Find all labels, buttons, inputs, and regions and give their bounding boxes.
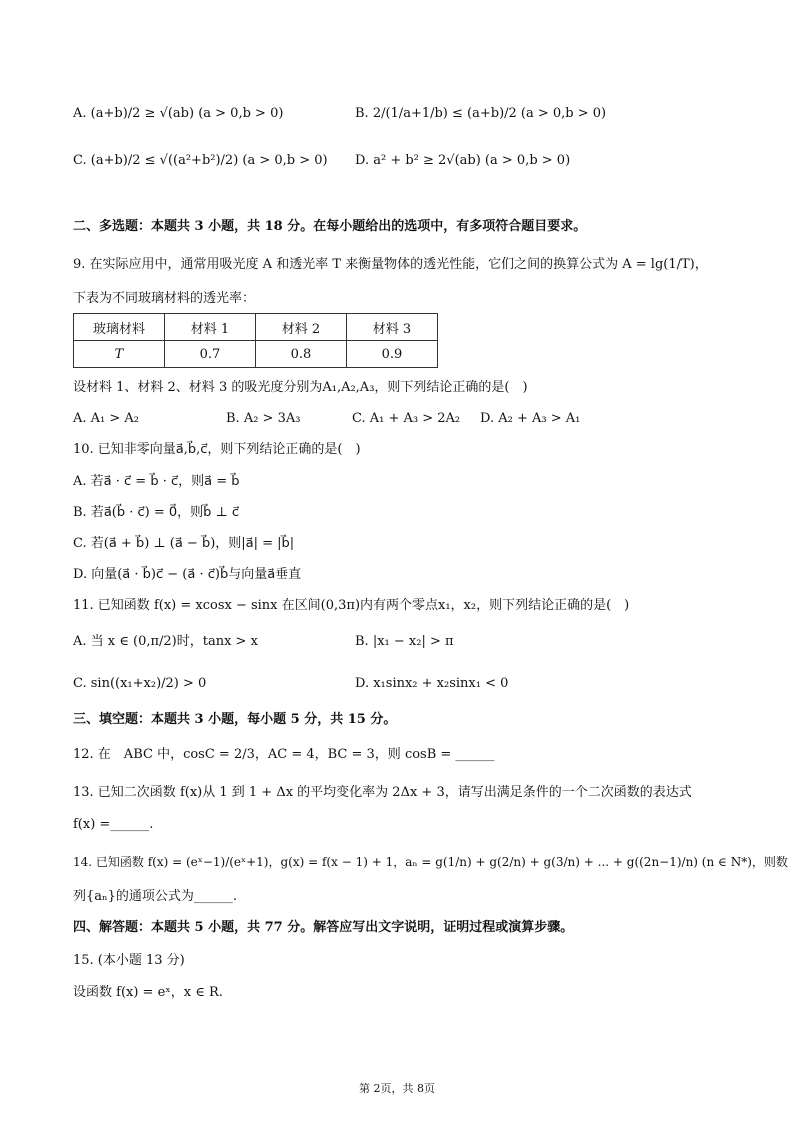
q9-stem-line1: 9. 在实际应用中，通常用吸光度 A 和透光率 T 来衡量物体的透光性能，它们之间的换算公式为 A = lg(1/T)， xyxy=(73,257,708,272)
q11-stem: 11. 已知函数 f(x) = xcosx − sinx 在区间(0,3π)内有两个零点x₁，x₂，则下列结论正确的是( ) xyxy=(73,598,630,613)
q8-option-c: C. (a+b)/2 ≤ √((a²+b²)/2) (a > 0,b > 0) xyxy=(73,153,328,168)
section3-heading: 三、填空题：本题共 3 小题，每小题 5 分，共 15 分。 xyxy=(73,712,397,727)
q10-stem: 10. 已知非零向量a⃗,b⃗,c⃗，则下列结论正确的是( ) xyxy=(73,442,361,457)
q9-option-b: B. A₂ > 3A₃ xyxy=(226,411,301,426)
section2-heading: 二、多选题：本题共 3 小题，共 18 分。在每小题给出的选项中，有多项符合题目要求。 xyxy=(73,219,587,234)
q9-option-d: D. A₂ + A₃ > A₁ xyxy=(480,411,581,426)
q10-option-b: B. 若a⃗(b⃗ · c⃗) = 0⃗，则b⃗ ⊥ c⃗ xyxy=(73,505,240,520)
q9-option-c: C. A₁ + A₃ > 2A₂ xyxy=(352,411,461,426)
table-row xyxy=(74,341,438,368)
q15-line2: 设函数 f(x) = eˣ，x ∈ R. xyxy=(73,985,223,1000)
table-header-cell: 材料 2 xyxy=(256,314,347,341)
q8-option-a: A. (a+b)/2 ≥ √(ab) (a > 0,b > 0) xyxy=(73,106,284,121)
q14-line2: 列{aₙ}的通项公式为______. xyxy=(73,889,238,904)
q11-option-d: D. x₁sinx₂ + x₂sinx₁ < 0 xyxy=(355,676,509,691)
page-footer: 第 2页，共 8页 xyxy=(359,1082,435,1095)
table-cell: T xyxy=(74,341,165,368)
table-cell: 0.9 xyxy=(347,341,438,368)
table-cell: 0.7 xyxy=(165,341,256,368)
q12: 12. 在 ABC 中，cosC = 2/3，AC = 4，BC = 3，则 cosB = ______ xyxy=(73,747,495,762)
q13-line1: 13. 已知二次函数 f(x)从 1 到 1 + Δx 的平均变化率为 2Δx + 3，请写出满足条件的一个二次函数的表达式 xyxy=(73,785,692,800)
q9-stem-line2: 下表为不同玻璃材料的透光率： xyxy=(73,291,256,306)
q13-line2: f(x) =______. xyxy=(73,817,154,832)
q10-option-a: A. 若a⃗ · c⃗ = b⃗ · c⃗，则a⃗ = b⃗ xyxy=(73,474,240,489)
q9-option-a: A. A₁ > A₂ xyxy=(73,411,140,426)
table-header-cell: 材料 3 xyxy=(347,314,438,341)
section4-heading: 四、解答题：本题共 5 小题，共 77 分。解答应写出文字说明，证明过程或演算步骤。 xyxy=(73,920,574,935)
q14-line1: 14. 已知函数 f(x) = (eˣ−1)/(eˣ+1)，g(x) = f(x − 1) + 1，aₙ = g(1/n) + g(2/n) + g(3/n) + ... + g((2n−1)/n) (n ∈ N*)，则数 xyxy=(73,855,788,869)
q11-option-a: A. 当 x ∈ (0,π/2)时，tanx > x xyxy=(73,634,258,649)
q10-option-c: C. 若(a⃗ + b⃗) ⊥ (a⃗ − b⃗)，则|a⃗| = |b⃗| xyxy=(73,536,295,551)
q11-option-c: C. sin((x₁+x₂)/2) > 0 xyxy=(73,676,207,691)
transmittance-table xyxy=(73,313,438,368)
q15-line1: 15. (本小题 13 分) xyxy=(73,953,185,968)
table-header-cell: 玻璃材料 xyxy=(74,314,165,341)
table-header-row xyxy=(74,314,438,341)
table-cell: 0.8 xyxy=(256,341,347,368)
q8-option-d: D. a² + b² ≥ 2√(ab) (a > 0,b > 0) xyxy=(355,153,571,168)
q10-option-d: D. 向量(a⃗ · b⃗)c⃗ − (a⃗ · c⃗)b⃗与向量a⃗垂直 xyxy=(73,567,302,582)
q8-option-b: B. 2/(1/a+1/b) ≤ (a+b)/2 (a > 0,b > 0) xyxy=(355,106,607,121)
q11-option-b: B. |x₁ − x₂| > π xyxy=(355,634,454,649)
table-header-cell: 材料 1 xyxy=(165,314,256,341)
q9-question: 设材料 1、材料 2、材料 3 的吸光度分别为A₁,A₂,A₃，则下列结论正确的是( ) xyxy=(73,380,528,395)
